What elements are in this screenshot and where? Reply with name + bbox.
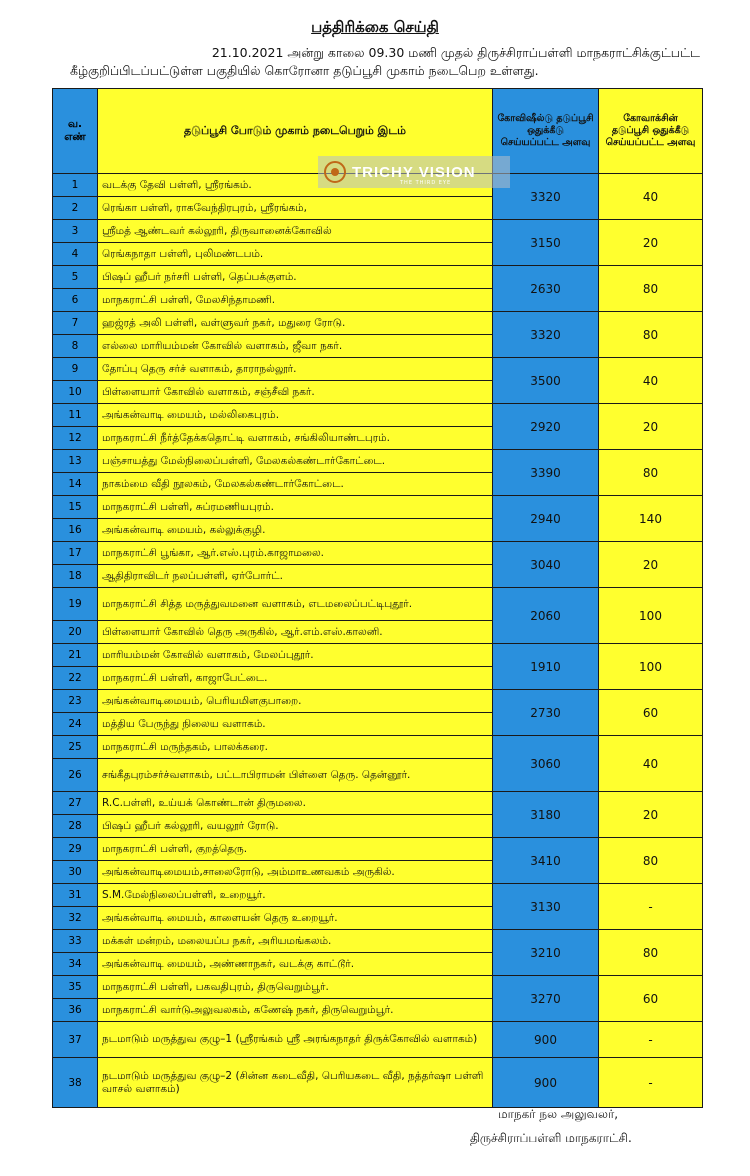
serial-number-cell: 15 [53,496,98,519]
covaxin-count-cell: - [599,884,703,930]
covaxin-count-cell: 80 [599,838,703,884]
covaxin-count-cell: 80 [599,450,703,496]
covaxin-count-cell: 140 [599,496,703,542]
covishield-count-cell: 3210 [493,930,599,976]
covaxin-count-cell: 100 [599,588,703,644]
covishield-count-cell: 3040 [493,542,599,588]
covaxin-count-cell: 60 [599,690,703,736]
serial-number-cell: 3 [53,220,98,243]
table-row [53,1058,703,1108]
serial-number-cell: 27 [53,792,98,815]
camp-location-cell: மாநகராட்சி சித்த மருத்துவமனை வளாகம், எடமலைப்பட்டிபுதூர். [98,588,493,621]
serial-number-cell: 32 [53,907,98,930]
table-row [53,358,703,381]
covaxin-count-cell: 40 [599,358,703,404]
camp-location-cell: சங்கீதபுரம்சர்ச்வளாகம், பட்டாபிராமன் பிள்ளை தெரு. தென்னூர். [98,759,493,792]
camp-location-cell: மாநகராட்சி நீர்த்தேக்கதொட்டி வளாகம், சங்கிலியாண்டபுரம். [98,427,493,450]
table-row [53,450,703,473]
covaxin-count-cell: 20 [599,542,703,588]
table-row [53,496,703,519]
header-covaxin-allocation: கோவாக்சின் தடுப்பூசி ஒதுக்கீடு செய்யப்பட்ட அளவு [599,89,703,174]
watermark-brand: TRICHY VISION [352,163,476,181]
serial-number-cell: 7 [53,312,98,335]
camp-location-cell: அங்கன்வாடிமையம், பெரியமிளகுபாறை. [98,690,493,713]
covaxin-count-cell: 80 [599,266,703,312]
covaxin-count-cell: 80 [599,930,703,976]
covishield-count-cell: 900 [493,1022,599,1058]
covishield-count-cell: 2920 [493,404,599,450]
camp-location-cell: பிள்ளையார் கோவில் தெரு அருகில், ஆர்.எம்.எஸ்.காலனி. [98,621,493,644]
camp-location-cell: பிள்ளையார் கோவில் வளாகம், சஞ்சீவி நகர். [98,381,493,404]
camp-location-cell: பிஷப் ஹீபர் கல்லூரி, வயலூர் ரோடு. [98,815,493,838]
covaxin-count-cell: 20 [599,220,703,266]
covaxin-count-cell: 100 [599,644,703,690]
header-covishield-allocation: கோவிஷீல்டு தடுப்பூசி ஒதுக்கீடு செய்யப்பட்ட அளவு [493,89,599,174]
covishield-count-cell: 3390 [493,450,599,496]
camp-location-cell: நடமாடும் மருத்துவ குழு–2 (சின்ன கடைவீதி, பெரியகடை வீதி, நத்தர்ஷா பள்ளி வாசல் வளாகம்) [98,1058,493,1108]
table-row [53,1022,703,1058]
covishield-count-cell: 3130 [493,884,599,930]
serial-number-cell: 10 [53,381,98,404]
camp-location-cell: ஸ்ரீமத் ஆண்டவர் கல்லூரி, திருவானைக்கோவில் [98,220,493,243]
serial-number-cell: 22 [53,667,98,690]
serial-number-cell: 19 [53,588,98,621]
camp-location-cell: R.C.பள்ளி, உய்யக் கொண்டான் திருமலை. [98,792,493,815]
camp-location-cell: ரெங்கநாதா பள்ளி, புலிமண்டபம். [98,243,493,266]
table-row [53,312,703,335]
serial-number-cell: 16 [53,519,98,542]
serial-number-cell: 23 [53,690,98,713]
serial-number-cell: 29 [53,838,98,861]
camp-location-cell: பஞ்சாயத்து மேல்நிலைப்பள்ளி, மேலகல்கண்டார்கோட்டை. [98,450,493,473]
intro-line-1: 21.10.2021 அன்று காலை 09.30 மணி முதல் திருச்சிராப்பள்ளி மாநகராட்சிக்குட்பட்ட [211,45,700,60]
covishield-count-cell: 3060 [493,736,599,792]
covishield-count-cell: 3500 [493,358,599,404]
covishield-count-cell: 2940 [493,496,599,542]
camp-location-cell: மத்திய பேருந்து நிலைய வளாகம். [98,713,493,736]
camp-location-cell: மாநகராட்சி பள்ளி, குறத்தெரு. [98,838,493,861]
camp-location-cell: மாநகராட்சி வார்டுஅலுவலகம், கணேஷ் நகர், திருவெறும்பூர். [98,999,493,1022]
table-row [53,884,703,907]
serial-number-cell: 13 [53,450,98,473]
camp-location-cell: எல்லை மாரியம்மன் கோவில் வளாகம், ஜீவா நகர். [98,335,493,358]
serial-number-cell: 14 [53,473,98,496]
serial-number-cell: 36 [53,999,98,1022]
table-row [53,792,703,815]
covaxin-count-cell: 60 [599,976,703,1022]
serial-number-cell: 37 [53,1022,98,1058]
table-row [53,644,703,667]
camp-location-cell: மாநகராட்சி பூங்கா, ஆர்.எஸ்.புரம்.காஜாமலை. [98,542,493,565]
camp-location-cell: தோப்பு தெரு சர்ச் வளாகம், தாராநல்லூர். [98,358,493,381]
serial-number-cell: 34 [53,953,98,976]
table-row [53,690,703,713]
serial-number-cell: 28 [53,815,98,838]
covishield-count-cell: 3150 [493,220,599,266]
serial-number-cell: 24 [53,713,98,736]
serial-number-cell: 20 [53,621,98,644]
serial-number-cell: 4 [53,243,98,266]
table-row [53,404,703,427]
camp-location-cell: அங்கன்வாடி மையம், காளையன் தெரு உறையூர். [98,907,493,930]
camp-location-cell: ஆதிதிராவிடர் நலப்பள்ளி, ஏர்போர்ட். [98,565,493,588]
covishield-count-cell: 3320 [493,312,599,358]
camp-location-cell: மாநகராட்சி பள்ளி, காஜாபேட்டை. [98,667,493,690]
covaxin-count-cell: 40 [599,736,703,792]
camp-location-cell: மாநகராட்சி மருந்தகம், பாலக்கரை. [98,736,493,759]
serial-number-cell: 25 [53,736,98,759]
header-camp-location: தடுப்பூசி போடும் முகாம் நடைபெறும் இடம் [98,89,493,174]
serial-number-cell: 26 [53,759,98,792]
serial-number-cell: 38 [53,1058,98,1108]
serial-number-cell: 30 [53,861,98,884]
serial-number-cell: 11 [53,404,98,427]
covaxin-count-cell: 40 [599,174,703,220]
covaxin-count-cell: - [599,1058,703,1108]
covishield-count-cell: 3270 [493,976,599,1022]
serial-number-cell: 18 [53,565,98,588]
serial-number-cell: 8 [53,335,98,358]
camp-location-cell: நாகம்மை வீதி நூலகம், மேலகல்கண்டார்கோட்டை. [98,473,493,496]
table-row [53,976,703,999]
camp-location-cell: மாநகராட்சி பள்ளி, மேலசிந்தாமணி. [98,289,493,312]
table-row [53,220,703,243]
serial-number-cell: 31 [53,884,98,907]
table-row [53,838,703,861]
page-title: பத்திரிக்கை செய்தி [311,18,439,36]
table-row [53,736,703,759]
intro-line-2: கீழ்குறிப்பிடப்பட்டுள்ள பகுதியில் கொரோனா தடுப்பூசி முகாம் நடைபெற உள்ளது. [70,63,539,78]
covishield-count-cell: 2060 [493,588,599,644]
camp-location-cell: S.M.மேல்நிலைப்பள்ளி, உறையூர். [98,884,493,907]
serial-number-cell: 9 [53,358,98,381]
camp-location-cell: வடக்கு தேவி பள்ளி, ஸ்ரீரங்கம். [98,174,493,197]
camp-location-cell: அங்கன்வாடிமையம்,சாலைரோடு, அம்மாஉணவகம் அருகில். [98,861,493,884]
covishield-count-cell: 2730 [493,690,599,736]
covishield-count-cell: 900 [493,1058,599,1108]
table-row [53,588,703,621]
serial-number-cell: 5 [53,266,98,289]
covishield-count-cell: 3180 [493,792,599,838]
table-row [53,930,703,953]
signature-designation: மாநகர் நல அலுவலர், [498,1107,619,1121]
serial-number-cell: 1 [53,174,98,197]
camp-location-cell: ஹஜ்ரத் அலி பள்ளி, வள்ளுவர் நகர், மதுரை ரோடு. [98,312,493,335]
table-body [53,174,703,1108]
intro-paragraph [70,44,710,80]
serial-number-cell: 2 [53,197,98,220]
covishield-count-cell: 1910 [493,644,599,690]
covaxin-count-cell: 20 [599,792,703,838]
serial-number-cell: 33 [53,930,98,953]
camp-location-cell: மாநகராட்சி பள்ளி, பகவதிபுரம், திருவெறும்பூர். [98,976,493,999]
table-row [53,266,703,289]
camp-location-cell: மாநகராட்சி பள்ளி, சுப்ரமணியபுரம். [98,496,493,519]
serial-number-cell: 6 [53,289,98,312]
serial-number-cell: 21 [53,644,98,667]
camp-location-cell: அங்கன்வாடி மையம், கல்லுக்குழி. [98,519,493,542]
camp-location-cell: மக்கள் மன்றம், மலையப்ப நகர், அரியமங்கலம். [98,930,493,953]
eye-icon [324,161,346,183]
serial-number-cell: 35 [53,976,98,999]
covaxin-count-cell: - [599,1022,703,1058]
serial-number-cell: 17 [53,542,98,565]
covishield-count-cell: 2630 [493,266,599,312]
camp-location-cell: அங்கன்வாடி மையம், அண்ணாநகர், வடக்கு காட்டூர். [98,953,493,976]
covishield-count-cell: 3320 [493,174,599,220]
camp-location-cell: நடமாடும் மருத்துவ குழு–1 (ஸ்ரீரங்கம் ஸ்ரீ அரங்கநாதர் திருக்கோவில் வளாகம்) [98,1022,493,1058]
covaxin-count-cell: 20 [599,404,703,450]
watermark-tagline: THE THIRD EYE [400,180,452,186]
camp-location-cell: ரெங்கா பள்ளி, ராகவேந்திரபுரம், ஸ்ரீரங்கம், [98,197,493,220]
serial-number-cell: 12 [53,427,98,450]
signature-block [470,1102,632,1150]
vaccination-camp-table [52,88,703,1108]
covaxin-count-cell: 80 [599,312,703,358]
camp-location-cell: பிஷப் ஹீபர் நர்சரி பள்ளி, தெப்பக்குளம். [98,266,493,289]
header-serial-number: வ. எண் [53,89,98,174]
table-row [53,542,703,565]
signature-office: திருச்சிராப்பள்ளி மாநகராட்சி. [470,1131,632,1145]
camp-location-cell: அங்கன்வாடி மையம், மல்லிகைபுரம். [98,404,493,427]
camp-location-cell: மாரியம்மன் கோவில் வளாகம், மேலப்புதூர். [98,644,493,667]
covishield-count-cell: 3410 [493,838,599,884]
